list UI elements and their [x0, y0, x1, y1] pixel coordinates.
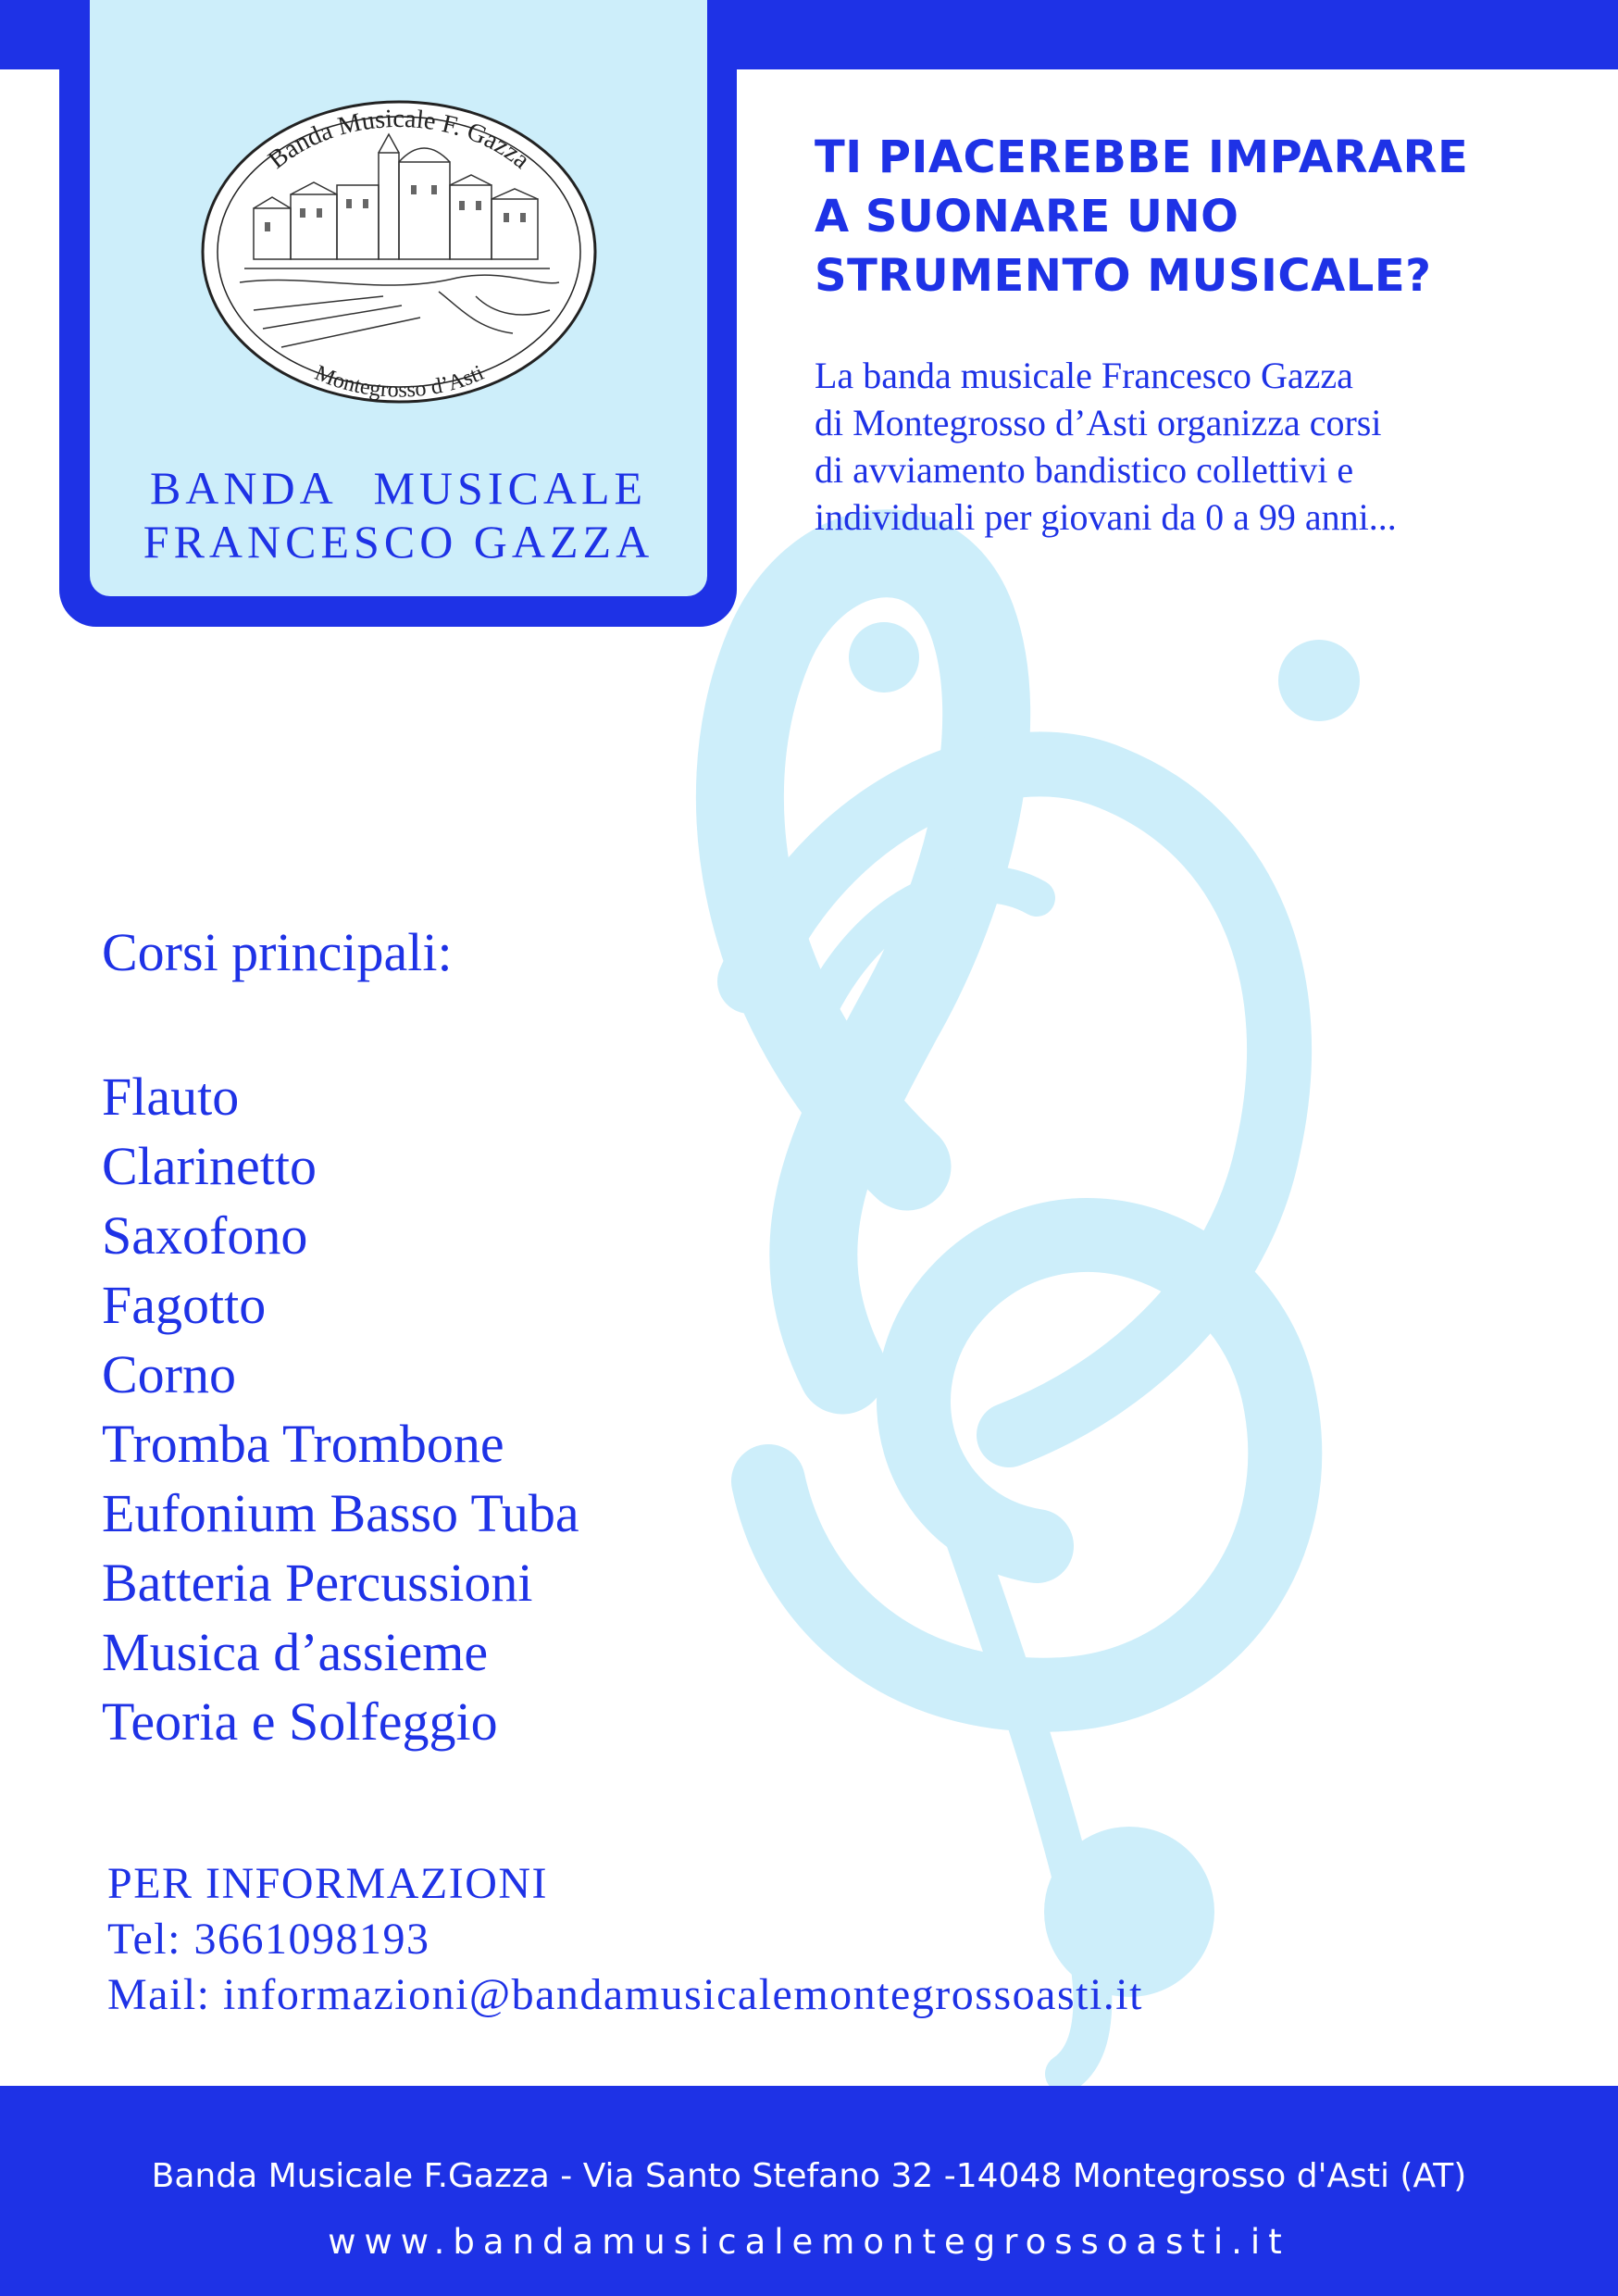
course-item: Teoria e Solfeggio — [102, 1691, 498, 1752]
contact-email: Mail: informazioni@bandamusicalemontegrossoasti.it — [107, 1970, 1143, 2019]
courses-list — [102, 1062, 579, 1756]
course-item: Saxofono — [102, 1205, 308, 1266]
course-item: Corno — [102, 1344, 236, 1404]
courses-heading: Corsi principali: — [102, 922, 453, 982]
village-emblem — [198, 97, 600, 406]
footer-address: Banda Musicale F.Gazza - Via Santo Stefano 32 -14048 Montegrosso d'Asti (AT) — [151, 2157, 1467, 2195]
headline-line: A SUONARE UNO — [815, 191, 1239, 243]
brand-name-line2: FRANCESCO GAZZA — [143, 516, 654, 568]
headline-line: TI PIACEREBBE IMPARARE — [815, 131, 1469, 183]
intro-paragraph — [815, 352, 1611, 541]
brand-name-line1: BANDA MUSICALE — [149, 462, 648, 514]
course-item: Flauto — [102, 1067, 240, 1127]
course-item: Batteria Percussioni — [102, 1553, 533, 1613]
course-item: Clarinetto — [102, 1136, 317, 1196]
logo-arc-text-top: Banda Musicale F. Gazza — [263, 104, 536, 175]
logo-arc-text-bottom: Montegrosso d’Asti — [311, 360, 488, 403]
footer-bar — [0, 2086, 1618, 2296]
intro-line: di Montegrosso d’Asti organizza corsi — [815, 402, 1382, 443]
intro-line: La banda musicale Francesco Gazza — [815, 355, 1353, 396]
contact-heading: PER INFORMAZIONI — [107, 1859, 549, 1908]
course-item: Eufonium Basso Tuba — [102, 1483, 579, 1543]
footer-website: www.bandamusicalemontegrossoasti.it — [328, 2222, 1290, 2262]
contact-info — [107, 1856, 1143, 2023]
contact-phone: Tel: 3661098193 — [107, 1915, 430, 1964]
headline — [815, 128, 1583, 306]
headline-line: STRUMENTO MUSICALE? — [815, 250, 1432, 302]
intro-line: di avviamento bandistico collettivi e — [815, 449, 1354, 491]
course-item: Musica d’assieme — [102, 1622, 489, 1682]
intro-line: individuali per giovani da 0 a 99 anni... — [815, 496, 1397, 538]
course-item: Fagotto — [102, 1275, 267, 1335]
course-item: Tromba Trombone — [102, 1414, 504, 1474]
